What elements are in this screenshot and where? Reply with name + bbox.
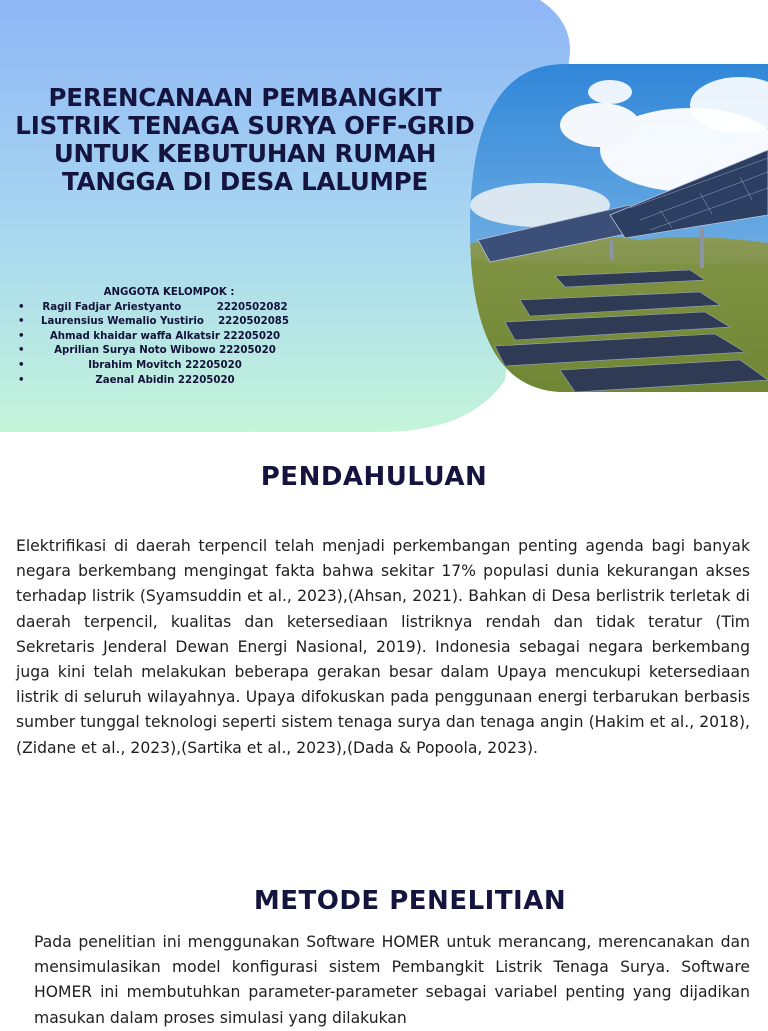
members-list (18, 301, 300, 389)
member-item (18, 359, 300, 374)
member-text: Ahmad khaidar waffa Alkatsir 22205020 (49, 330, 281, 342)
paragraph-metode: Pada penelitian ini menggunakan Software HOMER untuk merancang, merencanakan dan mensimulasikan model konfigurasi sistem Pembangkit Listrik Tenaga Surya. Software HOMER ini membutuhkan parameter-parameter sebagai variabel penting yang dijadikan masukan dalam proses simulasi yang dilakukan (34, 933, 750, 1027)
member-text: Ibrahim Movitch 22205020 (88, 359, 242, 371)
section-heading-pendahuluan: PENDAHULUAN (260, 462, 488, 492)
member-text: Laurensius Wemalio Yustirio 2220502085 (41, 316, 289, 328)
member-text: Ragil Fadjar Ariestyanto 2220502082 (42, 301, 288, 313)
member-text: Aprilian Surya Noto Wibowo 22205020 (54, 345, 276, 357)
members-heading: ANGGOTA KELOMPOK : (103, 287, 235, 298)
member-item (18, 374, 300, 389)
bullet-icon: • (18, 374, 25, 386)
bullet-icon: • (18, 359, 25, 371)
section-heading-metode: METODE PENELITIAN (253, 886, 567, 916)
bullet-icon: • (18, 330, 25, 342)
paragraph-pendahuluan: Elektrifikasi di daerah terpencil telah menjadi perkembangan penting agenda bagi banyak negara berkembang mengingat fakta bahwa sekitar 17% populasi dunia kekurangan akses terhadap listrik (Syamsuddin et al., 2023),(Ahsan, 2021). Bahkan di Desa berlistrik terletak di daerah terpencil, kualitas dan ketersediaan listriknya rendah dan tidak teratur (Tim Sekretaris Jenderal Dewan Energi Nasional, 2019). Indonesia sebagai negara berkembang juga kini telah melakukan beberapa gerakan besar dalam Upaya mencukupi ketersediaan listrik di seluruh wilayahnya. Upaya difokuskan pada penggunaan energi terbarukan berbasis sumber tunggal teknologi seperti sistem tenaga surya dan tenaga angin (Hakim et al., 2018),(Zidane et al., 2023),(Sartika et al., 2023),(Dada & Popoola, 2023). (16, 537, 750, 757)
member-text: Zaenal Abidin 22205020 (95, 374, 235, 386)
poster-title: PERENCANAAN PEMBANGKIT LISTRIK TENAGA SURYA OFF-GRID UNTUK KEBUTUHAN RUMAH TANGGA DI DESA LALUMPE (15, 83, 475, 196)
bullet-icon: • (18, 316, 25, 328)
group-members (18, 286, 300, 388)
bullet-icon: • (18, 345, 25, 357)
member-item (18, 301, 300, 316)
member-item (18, 315, 300, 330)
bullet-icon: • (18, 301, 25, 313)
member-item (18, 344, 300, 359)
member-item (18, 330, 300, 345)
solar-panel-photo (460, 60, 768, 400)
